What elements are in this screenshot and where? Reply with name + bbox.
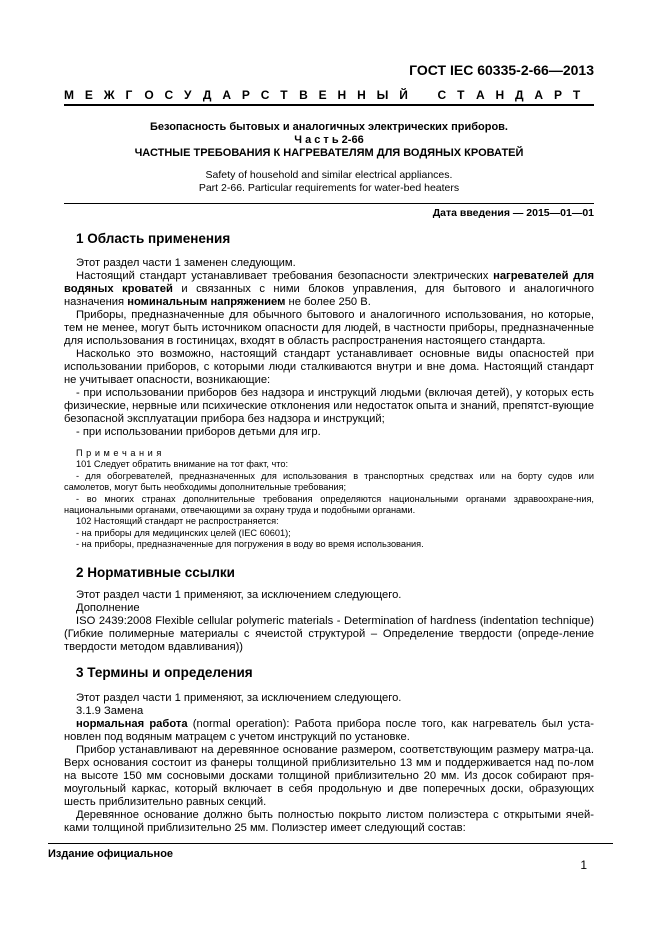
standard-code: ГОСТ IEC 60335-2-66—2013 <box>409 62 594 78</box>
s3-p4: Прибор устанавливают на деревянное основание размером, соответствующим размеру матра-ца. Верх основания состоит из фанеры толщиной приблизительно 13 мм и поддерживается над по-лом на высоте 150 мм сосновыми досками толщиной приблизительно 20 мм. Из досок собирают пря-моугольный каркас, который включает в себя продольную и две поперечных доски, образующих шесть приблизительно равных секций. <box>64 744 594 808</box>
banner-letter: Е <box>84 88 93 102</box>
page-number: 1 <box>580 858 587 872</box>
banner-letter: О <box>144 88 154 102</box>
s1-p5: - при использовании приборов без надзора и инструкций людьми (включая детей), у которых есть физические, нервные или психические отклонения или недостаток опыта и знаний, препятст-вующие безопасной эксплуатации прибора без надзора и инструкций; <box>64 387 594 425</box>
section-2-body <box>64 589 594 654</box>
footer-rule <box>48 843 613 844</box>
banner-letter: Т <box>572 88 581 102</box>
banner-letter: Р <box>553 88 562 102</box>
s1-p4: Насколько это возможно, настоящий стандарт устанавливает основные виды опасностей при использовании приборов, с которыми люди сталкиваются внутри и вне дома. Настоящий стандарт не учитывает опасности, возникающие: <box>64 348 594 386</box>
section-3-body <box>64 692 594 835</box>
banner-letter: С <box>437 88 447 102</box>
s3-p2: 3.1.9 Замена <box>76 705 144 717</box>
note-101-b: - во многих странах дополнительные требования определяются национальными органами здравоохране-ния, национальными органами, отвечающими за охрану труда и подобными органами. <box>64 493 594 516</box>
title-en-line-1: Safety of household and similar electrical appliances. <box>205 169 453 181</box>
banner-letter: Н <box>357 88 366 102</box>
banner-letter: Ж <box>103 88 115 102</box>
title-line-3: ЧАСТНЫЕ ТРЕБОВАНИЯ К НАГРЕВАТЕЛЯМ ДЛЯ ВОДЯНЫХ КРОВАТЕЙ <box>134 147 524 159</box>
note-102: 102 Настоящий стандарт не распространяется: <box>76 516 279 527</box>
s3-p1: Этот раздел части 1 применяют, за исключением следующего. <box>76 692 402 704</box>
s1-p1: Этот раздел части 1 заменен следующим. <box>76 257 296 269</box>
banner-letter: В <box>299 88 308 102</box>
s2-p3: ISO 2439:2008 Flexible cellular polymeric materials - Determination of hardness (indentation technique) (Гибкие полимерные материалы с ячеистой структурой – Определение твердости (опреде-ление твердости методом вдавливания)) <box>64 615 594 653</box>
banner-letter: Е <box>318 88 327 102</box>
note-101-a: - для обогревателей, предназначенных для использования в транспортных средствах или на борту судов или самолетов, могут быть необходимы дополнительные требования; <box>64 470 594 493</box>
section-2-heading: 2 Нормативные ссылки <box>76 565 235 580</box>
banner-letter: Д <box>515 88 524 102</box>
title-en-line-2: Part 2-66. Particular requirements for water-bed heaters <box>198 182 460 194</box>
s1-p3: Приборы, предназначенные для обычного бытового и аналогичного использования, но которые, тем не менее, могут быть источником опасности для людей, в частности приборы, предназначенные для использования в гостиницах, входят в область распространения настоящего стандарта. <box>64 309 594 347</box>
banner-letter: М <box>64 88 74 102</box>
note-102-a: - на приборы для медицинских целей (IEC 60601); <box>76 527 291 538</box>
s1-p6: - при использовании приборов детьми для игр. <box>76 426 321 438</box>
banner-letter: Д <box>202 88 212 102</box>
s3-p3: нормальная работа (normal operation): Работа прибора после того, как нагреватель был уста-новлен под водяным матрацем с учетом инструкций по установке. <box>64 718 594 743</box>
title-block <box>64 121 594 160</box>
title-part: Ч а с т ь 2-66 <box>294 134 364 146</box>
header-rule <box>64 104 594 106</box>
section-1-heading: 1 Область применения <box>76 231 231 246</box>
date-rule <box>64 203 594 204</box>
banner-letter: Р <box>241 88 250 102</box>
note-102-b: - на приборы, предназначенные для погружения в воду во время использования. <box>76 539 424 550</box>
banner-letter: Г <box>125 88 133 102</box>
s2-p2: Дополнение <box>76 602 140 614</box>
effective-date: Дата введения — 2015—01—01 <box>432 207 594 219</box>
banner-letter: Й <box>399 88 408 102</box>
banner-letter: А <box>534 88 544 102</box>
banner-letter: С <box>260 88 270 102</box>
banner-letter: А <box>475 88 485 102</box>
banner-letter: Н <box>337 88 347 102</box>
interstate-standard-banner <box>64 88 581 102</box>
official-edition: Издание официальное <box>48 848 174 860</box>
s3-p5: Деревянное основание должно быть полностью покрыто листом полиэстера с открытыми ячей-ками толщиной приблизительно 25 мм. Полиэстер имеет следующий состав: <box>64 809 594 834</box>
s1-p2: Настоящий стандарт устанавливает требования безопасности электрических нагревателей для водяных кроватей и связанных с ними блоков управления, для бытового и аналогичного назначения номинальным напряжением не более 250 В. <box>64 270 594 308</box>
title-line-1: Безопасность бытовых и аналогичных электрических приборов. <box>150 121 508 133</box>
notes-label: П р и м е ч а н и я <box>76 448 162 458</box>
section-3-heading: 3 Термины и определения <box>76 665 253 680</box>
banner-gap <box>419 88 427 102</box>
section-1-notes <box>64 448 594 551</box>
banner-letter: Т <box>457 88 465 102</box>
banner-letter: С <box>164 88 174 102</box>
banner-letter: У <box>184 88 192 102</box>
note-101: 101 Следует обратить внимание на тот факт, что: <box>76 459 289 470</box>
banner-letter: Ы <box>376 88 389 102</box>
s2-p1: Этот раздел части 1 применяют, за исключением следующего. <box>76 589 402 601</box>
banner-letter: Н <box>495 88 505 102</box>
title-english <box>64 169 594 195</box>
section-1-body <box>64 257 594 439</box>
banner-letter: А <box>222 88 231 102</box>
banner-letter: Т <box>280 88 288 102</box>
